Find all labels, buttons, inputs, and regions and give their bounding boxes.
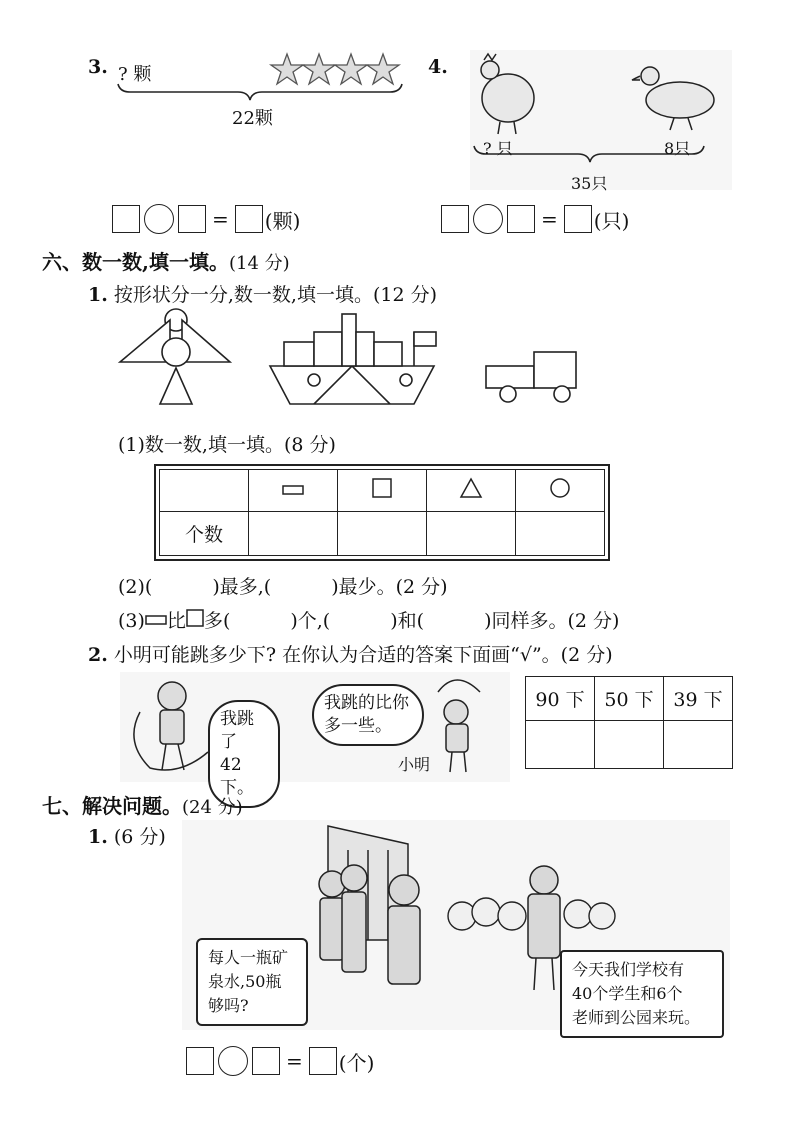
- bubble-line: 今天我们学校有: [572, 960, 685, 979]
- question-points: (6 分): [113, 826, 166, 848]
- count-cell[interactable]: [338, 512, 427, 556]
- result-box[interactable]: [309, 1047, 337, 1075]
- hen-icon: [481, 54, 534, 134]
- problem-3-number: 3.: [88, 56, 108, 78]
- sub3-part: )个,(: [290, 610, 331, 632]
- angel-figure: [120, 309, 230, 404]
- table-row: [160, 512, 605, 556]
- sub2-part: )最少。(2 分): [331, 576, 448, 598]
- right-speech-bubble: [560, 950, 724, 1038]
- rectangle-icon: [249, 470, 338, 512]
- section-7-unit: (个): [338, 1050, 375, 1075]
- shape-figures: [110, 308, 610, 412]
- teacher-icon: [528, 866, 560, 990]
- sub3-part: )同样多。(2 分): [484, 610, 620, 632]
- count-table: [159, 469, 605, 556]
- section-6-sub3: [118, 606, 619, 633]
- options-table: [525, 676, 733, 769]
- problem-4-number: 4.: [428, 56, 448, 78]
- left-speech-bubble: [196, 938, 308, 1026]
- boy-icon: [438, 680, 480, 772]
- result-box[interactable]: [564, 205, 592, 233]
- equals-sign: =: [541, 207, 558, 231]
- section-6-sub2: [118, 572, 448, 599]
- table-row: [526, 721, 733, 769]
- problem-4-equation: [441, 204, 629, 234]
- section-6-title: [42, 246, 290, 275]
- section-6-heading: 六、数一数,填一填。: [42, 250, 229, 274]
- boy-name: 小明: [398, 755, 431, 774]
- equals-sign: =: [212, 207, 229, 231]
- question-number: 1.: [88, 826, 108, 848]
- sub2-part: (2)(: [118, 576, 153, 598]
- total-brace: [118, 84, 402, 100]
- table-cell: [160, 470, 249, 512]
- problem-3-equation: [112, 204, 300, 234]
- answer-box[interactable]: [441, 205, 469, 233]
- option-label: 39 下: [664, 677, 733, 721]
- boy-speech-bubble: [312, 684, 424, 746]
- question-number: 2.: [88, 644, 108, 666]
- circle-icon: [516, 470, 605, 512]
- problem-3-unit: (颗): [264, 208, 301, 233]
- question-text: 按形状分一分,数一数,填一填。(12 分): [113, 284, 438, 306]
- result-box[interactable]: [235, 205, 263, 233]
- sub3-part: (3): [118, 610, 145, 632]
- girl-icon: [134, 682, 208, 770]
- bubble-line: 42下。: [220, 755, 254, 798]
- rectangle-icon: [145, 613, 167, 627]
- operator-circle[interactable]: [218, 1046, 248, 1076]
- problem-4-left-label: ? 只: [483, 139, 513, 158]
- section-7-title: [42, 790, 243, 819]
- problem-4-unit: (只): [593, 208, 630, 233]
- truck-figure: [486, 352, 576, 402]
- section-7-heading: 七、解决问题。: [42, 794, 182, 818]
- problem-4-total: 35只: [571, 174, 608, 193]
- section-7-equation: [186, 1046, 374, 1076]
- bubble-line: 泉水,50瓶: [208, 972, 282, 991]
- check-cell[interactable]: [595, 721, 664, 769]
- duck-icon: [632, 67, 714, 130]
- sub3-part: 多(: [203, 610, 231, 632]
- section-6-q1: [88, 280, 437, 307]
- equals-sign: =: [286, 1049, 303, 1073]
- bubble-line: 每人一瓶矿: [208, 948, 289, 967]
- answer-box[interactable]: [186, 1047, 214, 1075]
- count-cell[interactable]: [516, 512, 605, 556]
- sub3-part: )和(: [390, 610, 425, 632]
- problem-4-figure: [470, 50, 732, 190]
- square-icon: [338, 470, 427, 512]
- check-cell[interactable]: [526, 721, 595, 769]
- question-number: 1.: [88, 284, 108, 306]
- bubble-line: 我跳了: [220, 709, 254, 752]
- section-6-points: (14 分): [228, 253, 290, 274]
- section-6-q2: [88, 640, 613, 667]
- question-text: 小明可能跳多少下? 在你认为合适的答案下面画“√”。(2 分): [113, 644, 613, 666]
- sub2-part: )最多,(: [212, 576, 272, 598]
- count-cell[interactable]: [249, 512, 338, 556]
- triangle-icon: [427, 470, 516, 512]
- answer-box[interactable]: [178, 205, 206, 233]
- count-cell[interactable]: [427, 512, 516, 556]
- sub3-part: 比: [166, 610, 186, 632]
- row-label: 个数: [160, 512, 249, 556]
- operator-circle[interactable]: [473, 204, 503, 234]
- bubble-line: 老师到公园来玩。: [572, 1008, 701, 1027]
- bubble-line: 我跳的比你: [324, 693, 409, 713]
- answer-box[interactable]: [507, 205, 535, 233]
- answer-box[interactable]: [252, 1047, 280, 1075]
- problem-4-right-label: 8只: [664, 139, 691, 158]
- stars-icon: [271, 54, 399, 84]
- section-7-points: (24 分): [182, 797, 243, 818]
- section-7-q1: [88, 822, 166, 849]
- option-label: 50 下: [595, 677, 664, 721]
- ship-figure: [270, 314, 436, 404]
- bubble-line: 多一些。: [324, 716, 392, 736]
- check-cell[interactable]: [664, 721, 733, 769]
- section-6-sub1: (1)数一数,填一填。(8 分): [118, 434, 336, 456]
- square-icon: [186, 609, 204, 627]
- answer-box[interactable]: [112, 205, 140, 233]
- bubble-line: 够吗?: [208, 996, 249, 1015]
- count-table-frame: [154, 464, 610, 561]
- table-row: [526, 677, 733, 721]
- problem-3-total: 22颗: [232, 108, 273, 129]
- problem-3-question: ? 颗: [118, 64, 152, 85]
- bubble-line: 40个学生和6个: [572, 984, 683, 1003]
- operator-circle[interactable]: [144, 204, 174, 234]
- option-label: 90 下: [526, 677, 595, 721]
- table-row: [160, 470, 605, 512]
